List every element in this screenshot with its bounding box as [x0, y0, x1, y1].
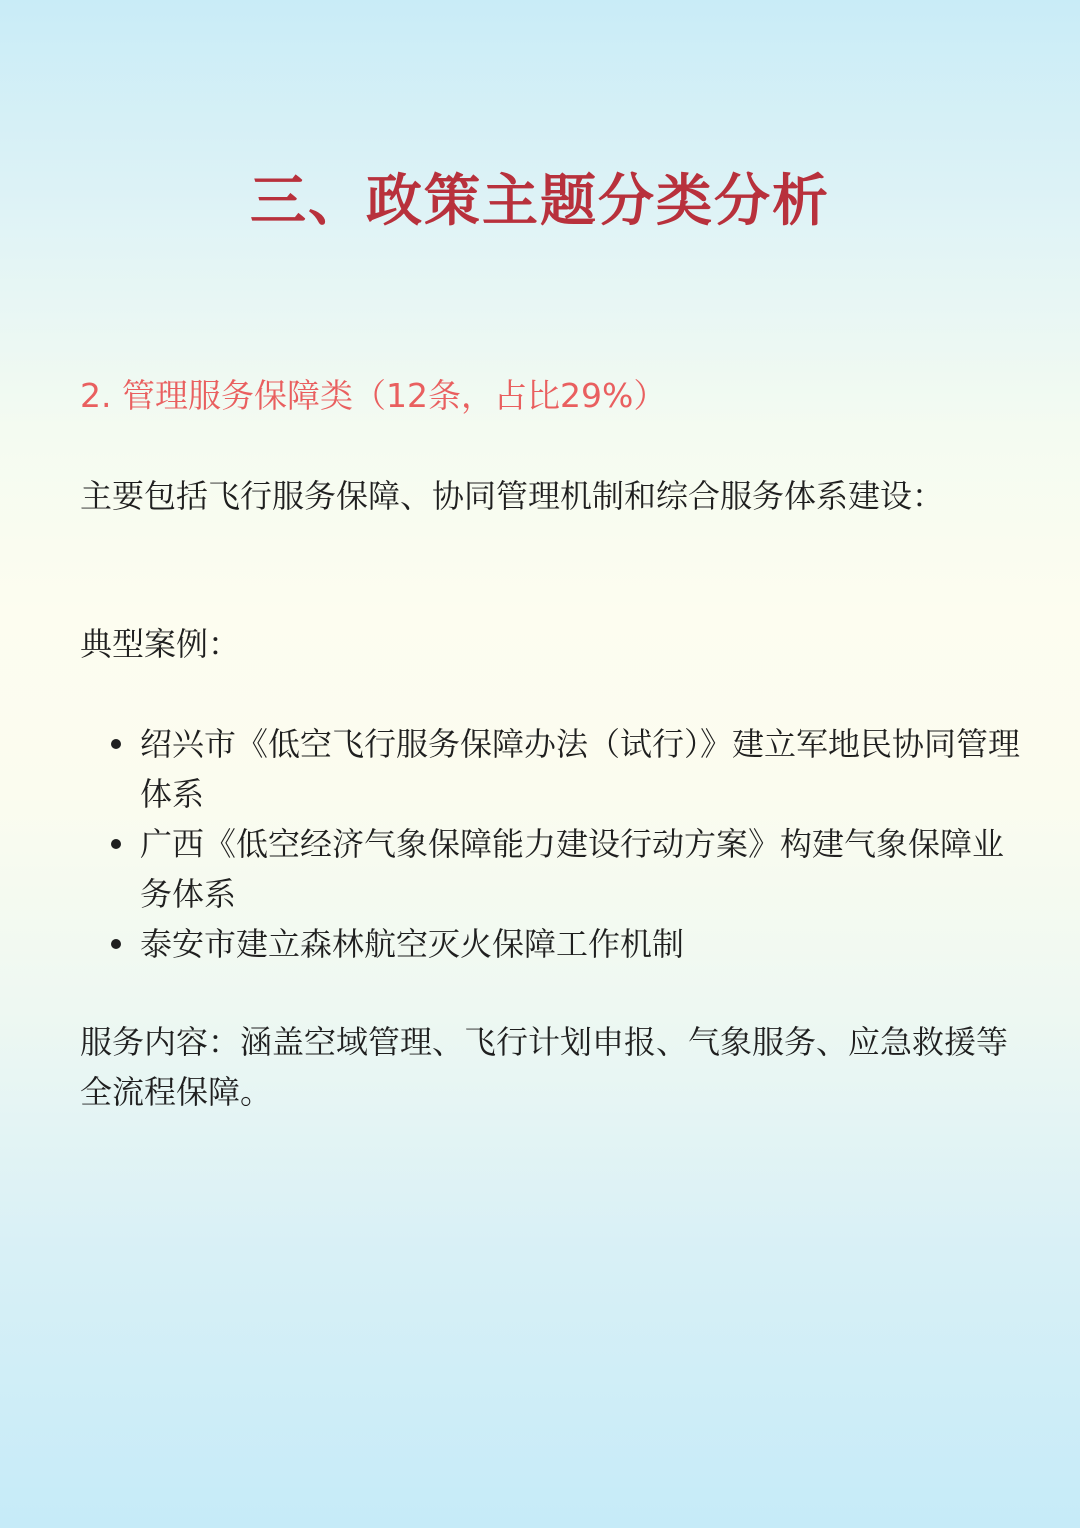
section-heading: 2. 管理服务保障类（12条，占比29%）	[80, 376, 667, 415]
case-list	[80, 719, 1020, 969]
list-item	[80, 819, 1020, 919]
bullet-icon	[111, 739, 121, 749]
service-paragraph: 服务内容：涵盖空域管理、飞行计划申报、气象服务、应急救援等全流程保障。	[80, 1023, 1009, 1111]
list-item	[80, 919, 1020, 969]
page-title: 三、政策主题分类分析	[250, 169, 830, 234]
cases-label: 典型案例：	[80, 625, 241, 663]
bullet-icon	[111, 939, 121, 949]
intro-paragraph: 主要包括飞行服务保障、协同管理机制和综合服务体系建设：	[80, 477, 945, 515]
list-item	[80, 719, 1020, 819]
case-text: 广西《低空经济气象保障能力建设行动方案》构建气象保障业务体系	[140, 825, 1005, 913]
bullet-icon	[111, 839, 121, 849]
case-text: 绍兴市《低空飞行服务保障办法（试行）》建立军地民协同管理体系	[140, 725, 1021, 813]
case-text: 泰安市建立森林航空灭火保障工作机制	[140, 925, 685, 963]
